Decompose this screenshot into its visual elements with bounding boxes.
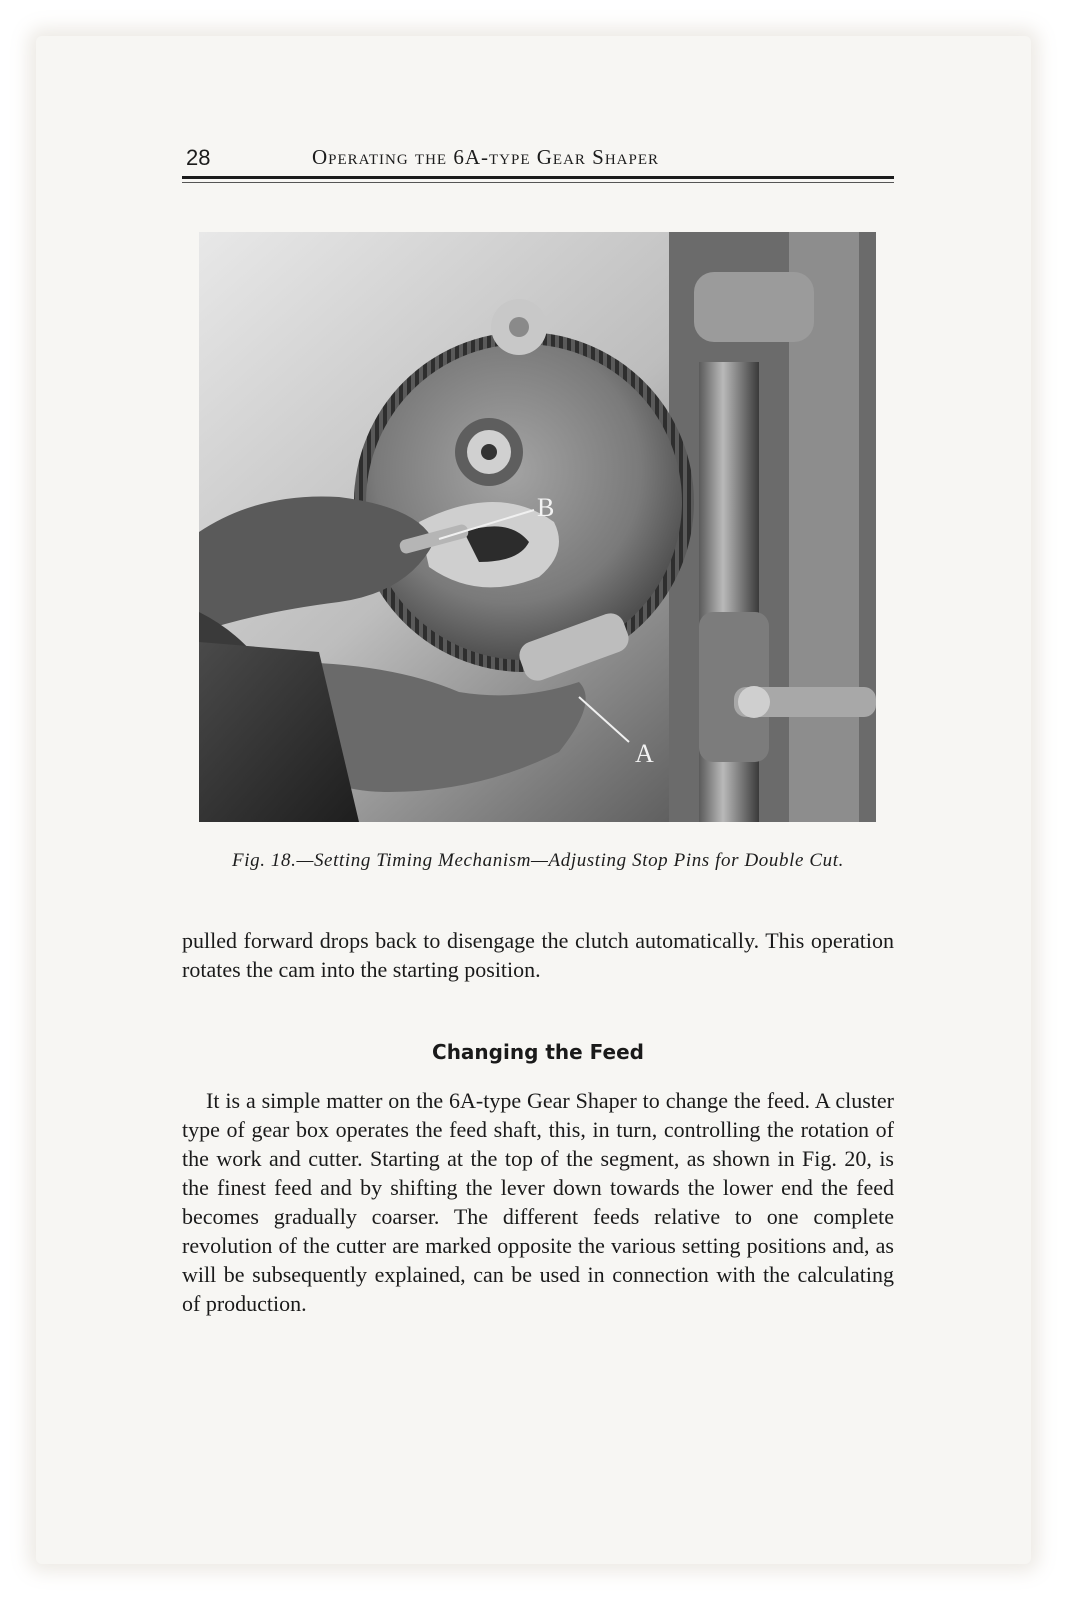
page-number: 28 — [186, 145, 211, 170]
running-head — [182, 141, 894, 173]
section-paragraph: It is a simple matter on the 6A-type Gear Shaper to change the feed. A cluster type of gear box operates the feed shaft, this, in turn, controlling the rotation of the work and cutter. Starting at the top of the segment, as shown in Fig. 20, is the finest feed and by shifting the lever down towards the lower end the feed becomes gradually coarser. The different feeds relative to one complete revolution of the cutter are marked opposite the various setting positions and, as will be subsequently explained, can be used in connection with the calculating of production. — [182, 1088, 894, 1316]
body-paragraph: pulled forward drops back to disengage the clutch automatically. This operation rotates the cam into the starting position. — [182, 928, 894, 982]
section-heading: Changing the Feed — [432, 1040, 644, 1064]
header-rule — [182, 176, 894, 179]
center-bore — [481, 444, 497, 460]
running-title: Operating the 6A-type Gear Shaper — [312, 145, 660, 169]
figure-caption: Fig. 18.—Setting Timing Mechanism—Adjusting Stop Pins for Double Cut. — [232, 850, 844, 871]
figure-photo — [199, 232, 876, 822]
large-gear — [366, 344, 682, 660]
hub-pin-center — [509, 317, 529, 337]
lever-knob — [738, 686, 770, 718]
gear-mechanism-photo — [199, 232, 876, 822]
upper-housing — [694, 272, 814, 342]
callout-a: A — [635, 739, 654, 768]
header-rule-thin — [182, 182, 894, 183]
callout-b: B — [537, 493, 555, 522]
